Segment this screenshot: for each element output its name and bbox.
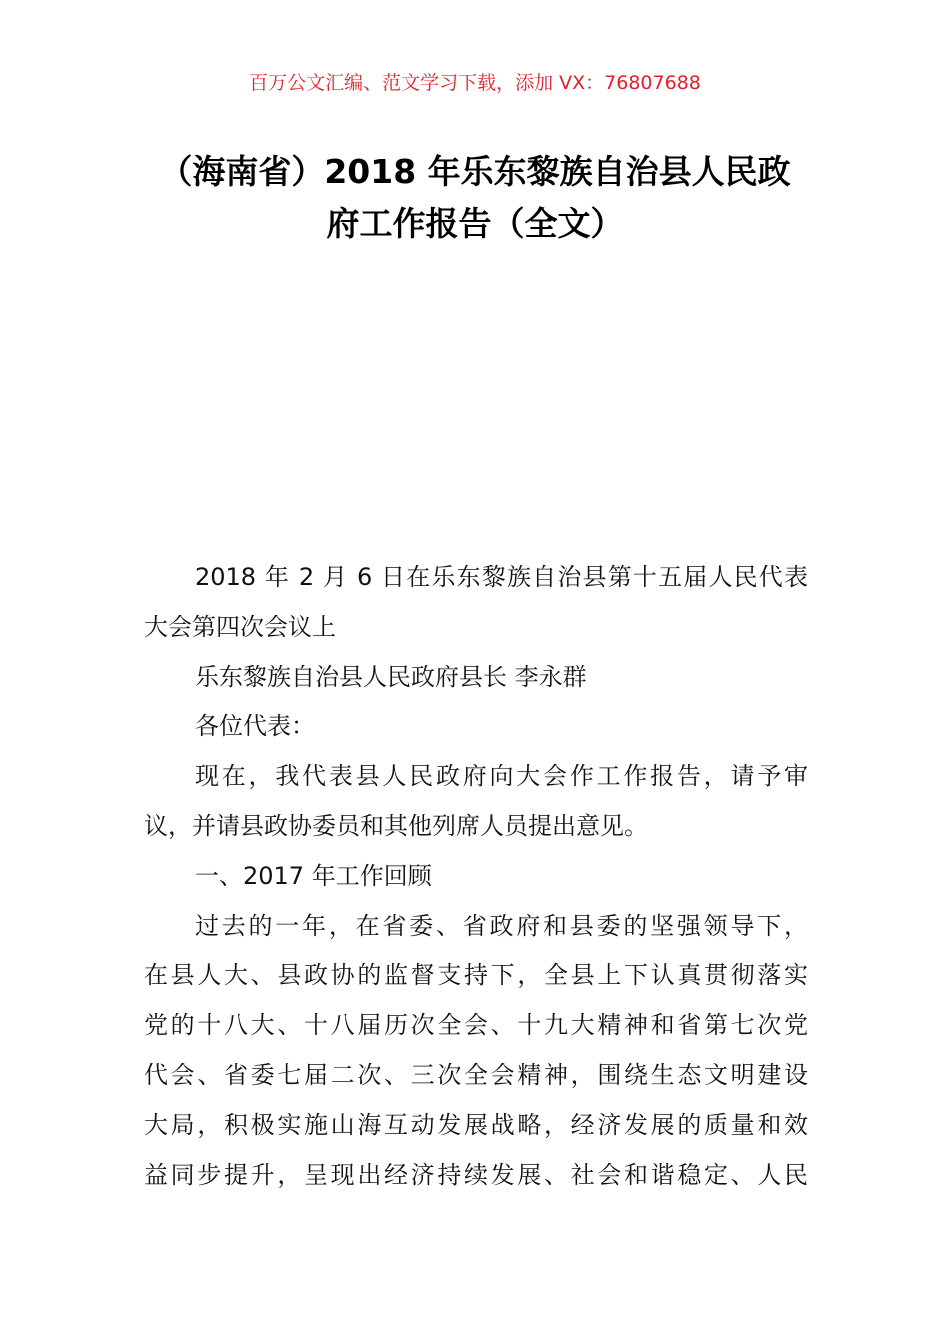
body-text-line: 2018 年 2 月 6 日在乐东黎族自治县第十五届人民代表 — [195, 563, 808, 591]
body-text-line: 各位代表： — [195, 712, 315, 741]
body-text-line: 议，并请县政协委员和其他列席人员提出意见。 — [144, 811, 648, 840]
title-line-2: 府工作报告（全文） — [326, 204, 624, 243]
body-text-line: 一、2017 年工作回顾 — [195, 861, 432, 890]
watermark-header: 百万公文汇编、范文学习下载，添加 VX：76807688 — [249, 72, 701, 94]
body-text-line: 益同步提升，呈现出经济持续发展、社会和谐稳定、人民 — [144, 1160, 808, 1189]
body-text-line: 乐东黎族自治县人民政府县长 李永群 — [195, 662, 587, 691]
document-body — [144, 553, 808, 1200]
body-text-line: 现在，我代表县人民政府向大会作工作报告，请予审 — [195, 762, 808, 791]
body-text-line: 党的十八大、十八届历次全会、十九大精神和省第七次党 — [144, 1011, 808, 1040]
body-text-line: 在县人大、县政协的监督支持下，全县上下认真贯彻落实 — [144, 961, 808, 990]
body-text-line: 大会第四次会议上 — [144, 612, 336, 641]
body-text-line: 代会、省委七届二次、三次全会精神，围绕生态文明建设 — [144, 1060, 808, 1089]
body-text-line: 过去的一年，在省委、省政府和县委的坚强领导下， — [195, 911, 808, 940]
body-text-line: 大局，积极实施山海互动发展战略，经济发展的质量和效 — [144, 1110, 808, 1139]
document-title — [0, 146, 950, 250]
title-line-1: （海南省）2018 年乐东黎族自治县人民政 — [159, 152, 791, 191]
